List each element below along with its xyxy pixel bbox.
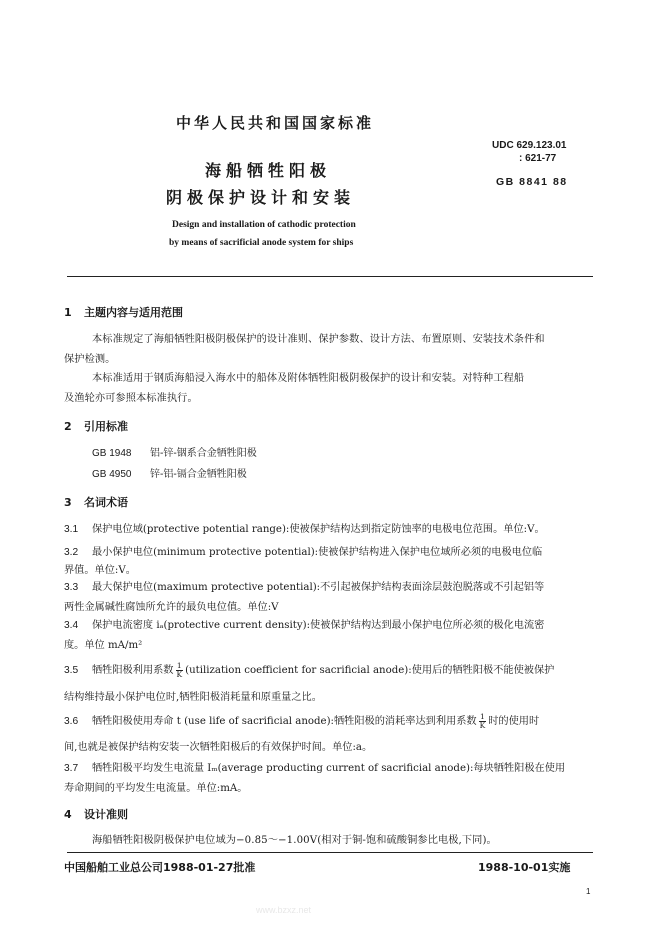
definition-text: 牺牲阳极利用系数 (92, 665, 174, 676)
section-1-para-2-line-1: 本标准适用于钢质海船浸入海水中的船体及附体牺牲阳极阴极保护的设计和安装。对特种工程船 (92, 373, 525, 384)
definition-3-3 (64, 578, 544, 593)
definition-3-6-cont: 间,也就是被保护结构安装一次牺牲阳极后的有效保护时间。单位:a。 (64, 742, 373, 753)
definition-3-2-cont: 界值。单位:V。 (64, 565, 136, 576)
reference-code: GB 4950 (92, 469, 132, 480)
english-title-line-1: Design and installation of cathodic protection (172, 220, 356, 230)
fraction-1-over-k (176, 662, 184, 679)
section-title: 设计准则 (84, 808, 128, 821)
section-1-para-1-line-1: 本标准规定了海船牺牲阳极阴极保护的设计准则、保护参数、设计方法、布置原则、安装技术条件和 (92, 334, 545, 345)
definition-text-cont: (utilization coefficient for sacrificial anode):使用后的牺牲阳极不能使被保护 (185, 665, 555, 676)
definition-3-4-cont: 度。单位 mA/m² (64, 640, 143, 651)
footer-rule (67, 852, 593, 853)
definition-text: 保护电位域(protective potential range):使被保护结构达到指定防蚀率的电极电位范围。单位:V。 (92, 524, 545, 535)
watermark: www.bzxz.net (256, 905, 312, 915)
definition-text: 牺牲阳极使用寿命 t (use life of sacrificial anode):牺牲阳极的消耗率达到利用系数 (92, 716, 477, 727)
english-title-line-2: by means of sacrificial anode system for ships (169, 238, 354, 248)
definition-text: 最小保护电位(minimum protective potential):使被保护结构进入保护电位域所必须的电极电位临 (92, 547, 543, 558)
definition-3-4 (64, 616, 544, 631)
definition-3-5-cont: 结构维持最小保护电位时,牺牲阳极消耗量和原重量之比。 (64, 692, 322, 703)
fraction-numerator: 1 (176, 660, 182, 670)
clause-number: 3.2 (64, 547, 79, 558)
definition-text-cont: 时的使用时 (488, 716, 540, 727)
clause-number: 3.4 (64, 620, 79, 631)
page-number: 1 (586, 887, 591, 896)
section-title: 引用标准 (84, 420, 128, 433)
fraction-numerator: 1 (480, 711, 485, 721)
fraction-denominator: K (479, 720, 486, 730)
udc-code (492, 139, 567, 165)
definition-text: 保护电流密度 iₐ(protective current density):使被保护结构达到最小保护电位所必须的极化电流密 (92, 620, 545, 631)
clause-number: 3.3 (64, 582, 79, 593)
section-2-heading (64, 418, 128, 434)
issuing-authority: 中华人民共和国国家标准 (176, 114, 375, 132)
reference-name: 铝-锌-铟系合金牺牲阳极 (150, 448, 257, 459)
effective-date: 1988-10-01实施 (478, 861, 571, 874)
definition-3-7-cont: 寿命期间的平均发生电流量。单位:mA。 (64, 783, 248, 794)
reference-item (92, 444, 257, 459)
section-number: 1 (64, 306, 72, 319)
reference-name: 锌-铝-镉合金牺牲阳极 (150, 469, 247, 480)
definition-text: 牺牲阳极平均发生电流量 Iₘ(average producting current of sacrificial anode):每块牺牲阳极在使用 (92, 763, 566, 774)
fraction-1-over-k (479, 713, 487, 730)
section-title: 名词术语 (84, 496, 128, 509)
section-1-heading (64, 304, 183, 320)
definition-3-5 (64, 661, 554, 679)
section-number: 2 (64, 420, 72, 433)
definition-text: 最大保护电位(maximum protective potential):不引起被保护结构表面涂层鼓泡脱落或不引起铝等 (92, 582, 545, 593)
fraction-denominator: K (176, 669, 183, 679)
definition-3-1 (64, 520, 545, 535)
gb-number: GB 8841 88 (496, 176, 568, 188)
section-1-para-1-line-2: 保护检测。 (64, 354, 116, 365)
header-rule (67, 276, 593, 277)
definition-3-6 (64, 712, 539, 730)
reference-code: GB 1948 (92, 448, 132, 459)
section-title: 主题内容与适用范围 (84, 306, 183, 319)
title-line-1: 海船牺牲阳极 (205, 161, 332, 180)
section-3-heading (64, 494, 128, 510)
section-4-heading (64, 806, 128, 822)
section-number: 3 (64, 496, 72, 509)
definition-3-7 (64, 759, 565, 774)
clause-number: 3.1 (64, 524, 79, 535)
section-1-para-2-line-2: 及渔轮亦可参照本标准执行。 (64, 393, 198, 404)
udc-line-1: UDC 629.123.01 (492, 140, 567, 151)
udc-line-2: : 621-77 (519, 153, 557, 164)
definition-3-2 (64, 543, 542, 558)
approval-statement: 中国船舶工业总公司1988-01-27批准 (64, 861, 256, 874)
reference-item (92, 465, 247, 480)
title-line-2: 阴极保护设计和安装 (166, 188, 356, 207)
section-number: 4 (64, 808, 72, 821)
clause-number: 3.6 (64, 716, 79, 727)
definition-3-3-cont: 两性金属碱性腐蚀所允许的最负电位值。单位:V (64, 602, 279, 613)
clause-number: 3.5 (64, 665, 79, 676)
section-4-para-1: 海船牺牲阳极阴极保护电位域为−0.85～−1.00V(相对于铜-饱和硫酸铜参比电极,下同)。 (92, 835, 497, 846)
clause-number: 3.7 (64, 763, 79, 774)
